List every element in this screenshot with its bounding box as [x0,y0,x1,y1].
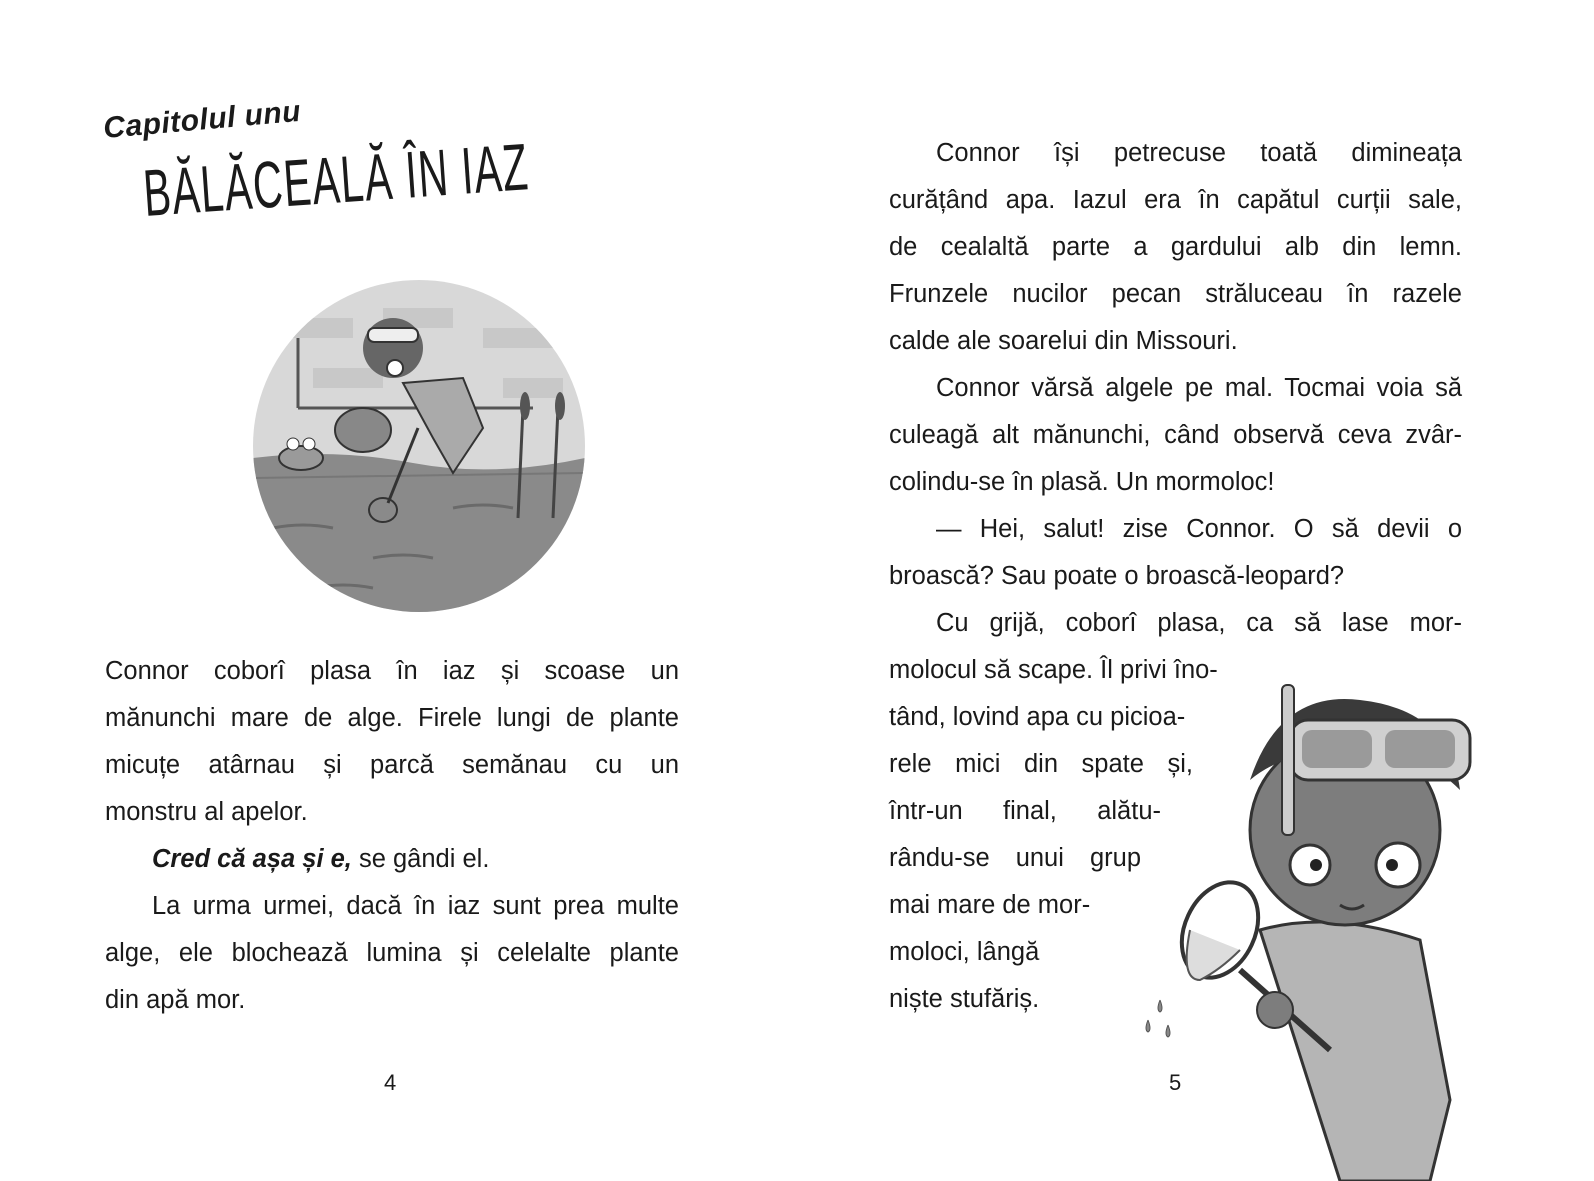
text-line [889,177,1462,224]
text-line-content: Frunzele nucilor pecan străluceau în razele [889,280,1462,308]
text-line-content: colindu-se în plasă. Un mormoloc! [889,468,1275,496]
text-line [889,271,1462,318]
text-line-content: niște stufăriș. [889,985,1040,1013]
text-line [105,883,679,930]
text-line-content: Connor își petrecuse toată dimineața [936,139,1462,167]
text-line [105,648,679,695]
text-line-content: alge, ele blochează lumina și celelalte plante [105,939,679,967]
text-line [105,977,679,1024]
text-line [889,130,1462,177]
text-line-content: tând, lovind apa cu picioa- [889,703,1186,731]
page-number: 5 [1169,1070,1182,1095]
text-line [889,224,1462,271]
text-line-content: Cu grijă, coborî plasa, ca să lase mor- [936,609,1462,637]
text-line-content: moloci, lângă [889,938,1040,966]
text-line [889,412,1462,459]
text-line [889,459,1462,506]
text-line [105,930,679,977]
text-line-content: — Hei, salut! zise Connor. O să devii o [936,515,1462,543]
left-page-body [105,648,679,1024]
chapter-title: BĂLĂCEALĂ ÎN IAZ [140,129,532,230]
text-line-content: calde ale soarelui din Missouri. [889,327,1238,355]
text-line-content: rându-se unui grup [889,844,1141,872]
text-line-content: molocul să scape. Îl privi îno- [889,656,1218,684]
italic-thought: Cred că așa și e, [152,845,352,873]
text-line-content: Connor vărsă algele pe mal. Tocmai voia să [936,374,1462,402]
text-line [105,742,679,789]
text-line-content: La urma urmei, dacă în iaz sunt prea multe [152,892,679,920]
text-line-content: broască? Sau poate o broască-leopard? [889,562,1345,590]
text-line [889,318,1462,365]
text-line-content: mănunchi mare de alge. Firele lungi de plante [105,704,679,732]
text-line-content: într-un final, alătu- [889,797,1161,825]
page-number: 4 [384,1070,397,1095]
text-line [889,365,1462,412]
text-line [889,600,1462,647]
text-line [105,836,679,883]
text-line-content: se gândi el. [351,845,490,873]
text-line-content: curățând apa. Iazul era în capătul curții sale, [889,186,1462,214]
text-line-content: rele mici din spate și, [889,750,1193,778]
text-line-content: de cealaltă parte a gardului alb din lemn. [889,233,1462,261]
text-line-content: Connor coborî plasa în iaz și scoase un [105,657,679,685]
text-line-content: micuțe atârnau și parcă semănau cu un [105,751,679,779]
text-line [889,506,1462,553]
text-line-content: monstru al apelor. [105,798,308,826]
text-line [889,553,1462,600]
text-line-content: culeagă alt mănunchi, când observă ceva zvâr- [889,421,1462,449]
text-line [105,695,679,742]
text-line-content: din apă mor. [105,986,246,1014]
text-line [105,789,679,836]
boy-with-net-illustration [1130,680,1490,1181]
pond-illustration [253,278,585,614]
chapter-label: Capitolul unu [102,94,303,146]
text-line-content: mai mare de mor- [889,891,1091,919]
